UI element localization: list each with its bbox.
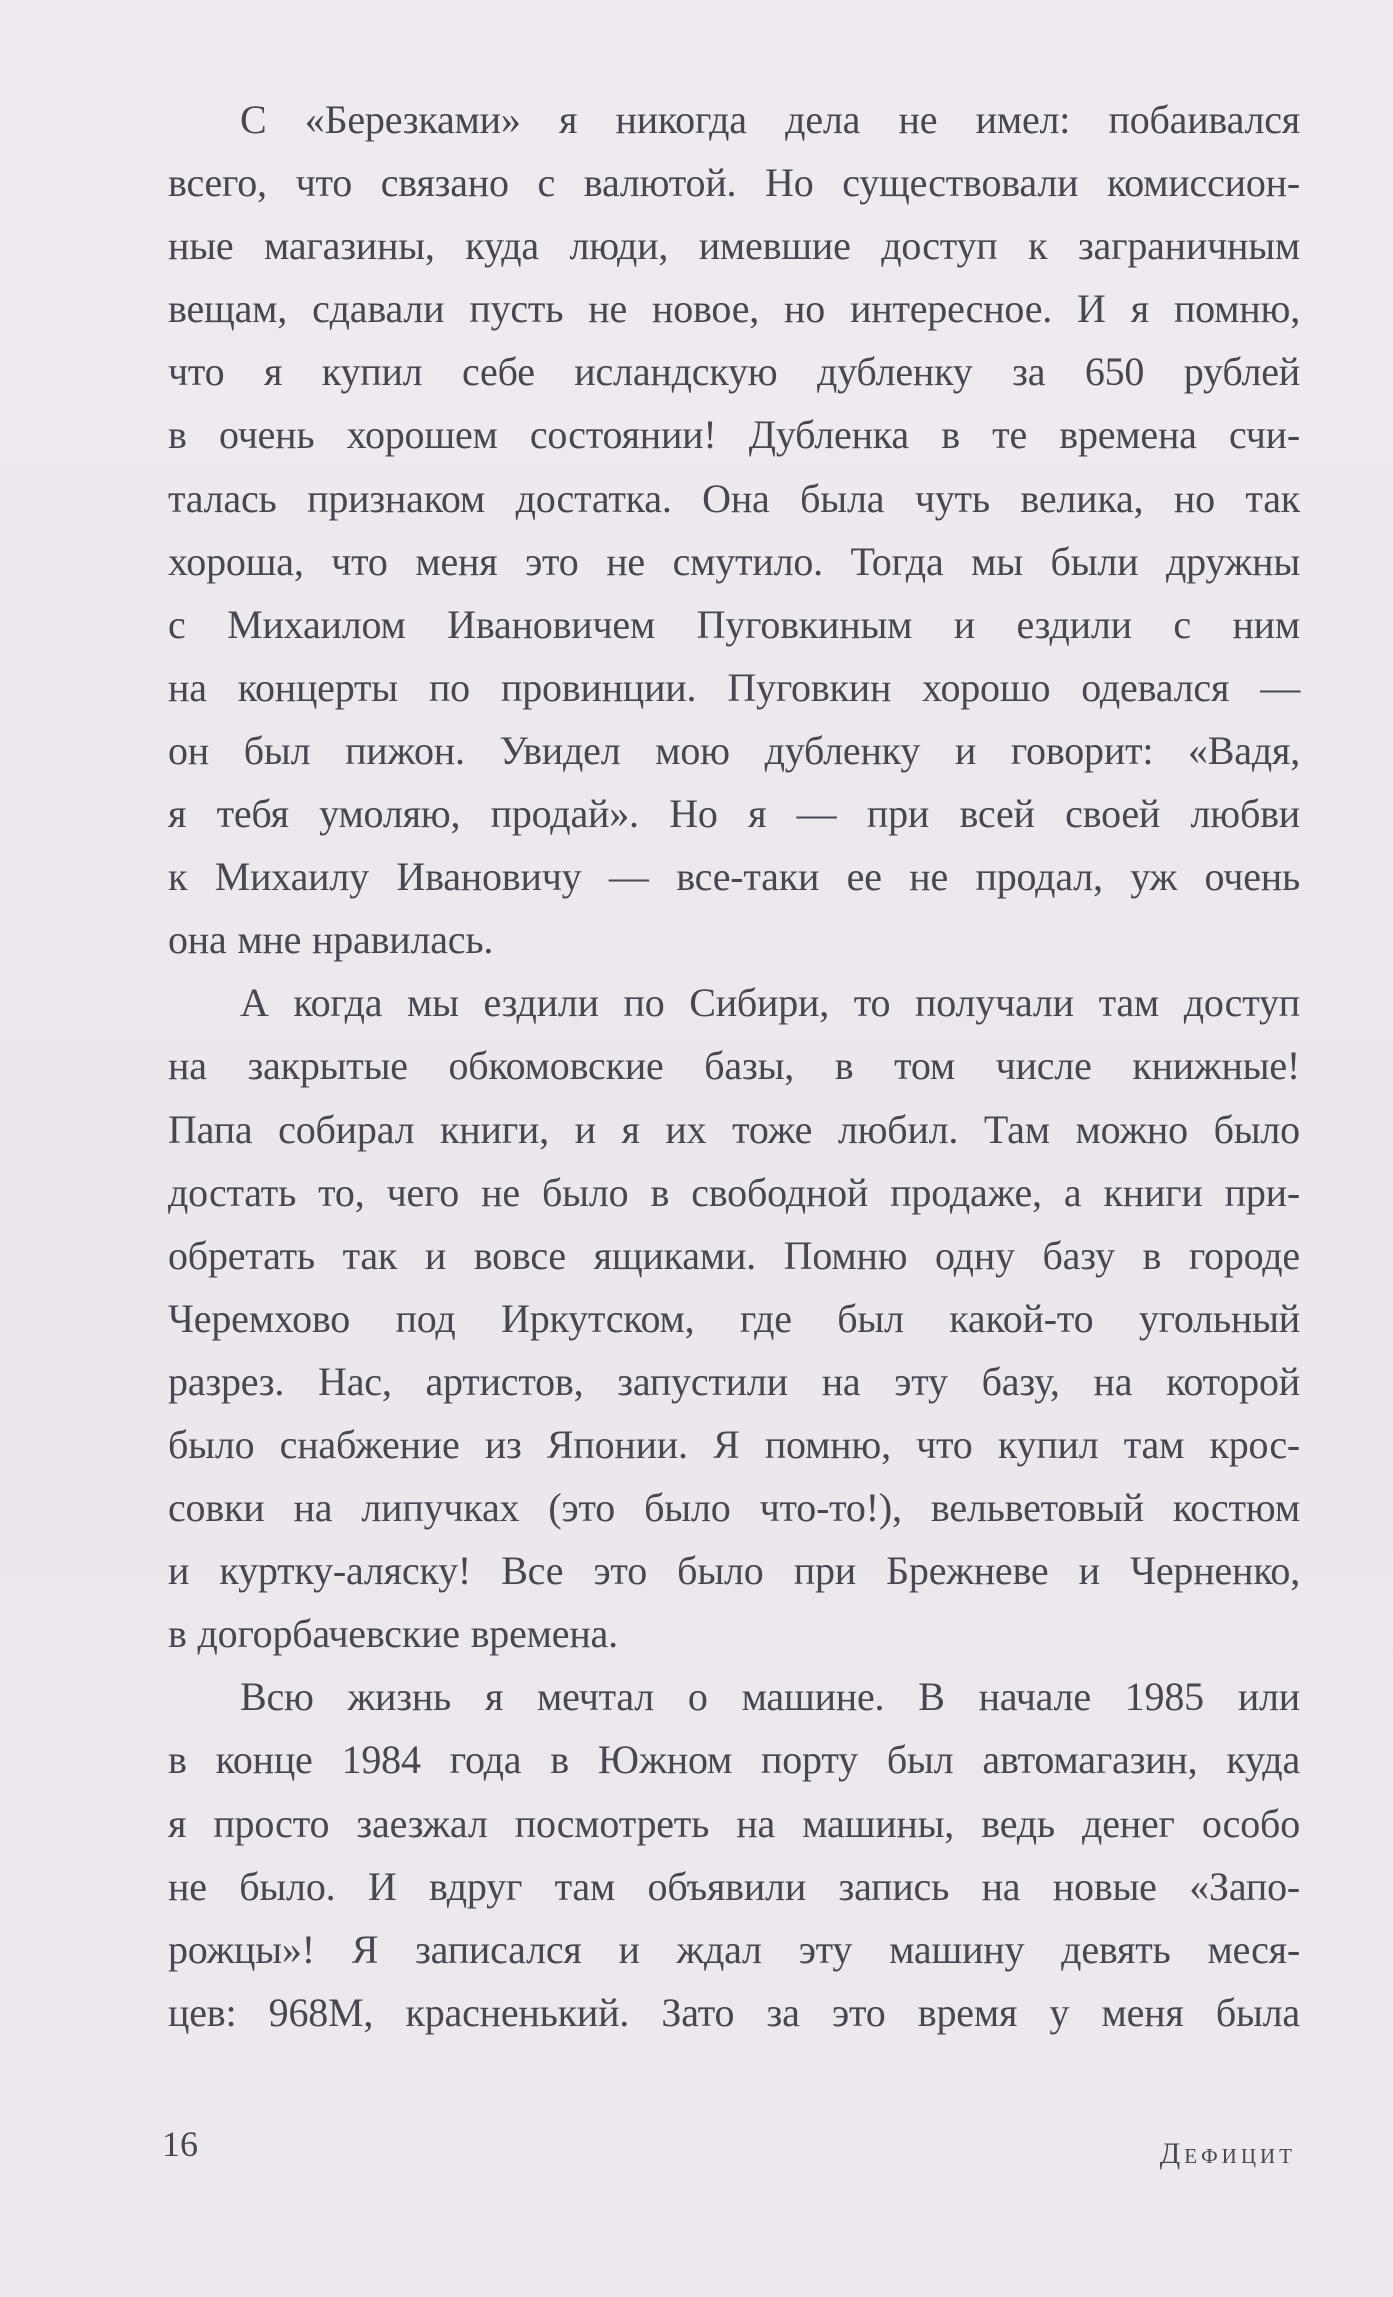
text-line: разрез. Нас, артистов, запустили на эту базу, на которой (168, 1358, 1300, 1404)
text-line: хороша, что меня это не смутило. Тогда мы были дружны (168, 538, 1300, 584)
running-title: Дефицит (1159, 2137, 1296, 2170)
paragraph-2 (168, 971, 1300, 1665)
text-line: ные магазины, куда люди, имевшие доступ к заграничным (168, 223, 1300, 269)
text-line: в конце 1984 года в Южном порту был автомагазин, куда (168, 1737, 1300, 1783)
text-line: он был пижон. Увидел мою дубленку и говорит: «Вадя, (168, 727, 1300, 773)
text-line: на закрытые обкомовские базы, в том числе книжные! (168, 1043, 1300, 1089)
body-text (168, 88, 1300, 2044)
text-line: в догорбачевские времена. (168, 1611, 618, 1657)
text-line: совки на липучках (это было что-то!), вельветовый костюм (168, 1485, 1300, 1531)
text-line: было снабжение из Японии. Я помню, что купил там крос- (168, 1421, 1300, 1467)
text-line: обретать так и вовсе ящиками. Помню одну базу в городе (168, 1232, 1300, 1278)
text-line: я просто заезжал посмотреть на машины, ведь денег особо (168, 1800, 1300, 1846)
text-line: что я купил себе исландскую дубленку за 650 рублей (168, 349, 1300, 395)
text-line: талась признаком достатка. Она была чуть велика, но так (168, 475, 1300, 521)
text-line: цев: 968М, красненький. Зато за это время у меня была (168, 1989, 1300, 2035)
text-line: с Михаилом Ивановичем Пуговкиным и ездили с ним (168, 601, 1300, 647)
text-line: рожцы»! Я записался и ждал эту машину девять меся- (168, 1926, 1300, 1972)
text-line: достать то, чего не было в свободной продаже, а книги при- (168, 1169, 1300, 1215)
text-line: Всю жизнь я мечтал о машине. В начале 1985 или (240, 1674, 1300, 1720)
text-line: я тебя умоляю, продай». Но я — при всей своей любви (168, 791, 1300, 837)
text-line: Папа собирал книги, и я их тоже любил. Там можно было (168, 1106, 1300, 1152)
text-line: А когда мы ездили по Сибири, то получали там доступ (240, 980, 1300, 1026)
text-line: она мне нравилась. (168, 917, 494, 963)
page-number: 16 (162, 2124, 198, 2164)
paragraph-3 (168, 1665, 1300, 2044)
text-line: и куртку-аляску! Все это было при Брежневе и Черненко, (168, 1548, 1300, 1594)
text-line: С «Березками» я никогда дела не имел: побаивался (240, 97, 1300, 142)
text-line: к Михаилу Ивановичу — все-таки ее не продал, уж очень (168, 854, 1300, 900)
text-line: в очень хорошем состоянии! Дубленка в те времена счи- (168, 412, 1300, 458)
text-line: на концерты по провинции. Пуговкин хорошо одевался — (168, 664, 1300, 710)
paragraph-1 (168, 88, 1300, 971)
text-line: Черемхово под Иркутском, где был какой-то угольный (168, 1295, 1300, 1341)
text-line: не было. И вдруг там объявили запись на новые «Запо- (168, 1863, 1300, 1909)
text-line: всего, что связано с валютой. Но существовали комиссион- (168, 160, 1300, 206)
text-line: вещам, сдавали пусть не новое, но интересное. И я помню, (168, 286, 1300, 332)
